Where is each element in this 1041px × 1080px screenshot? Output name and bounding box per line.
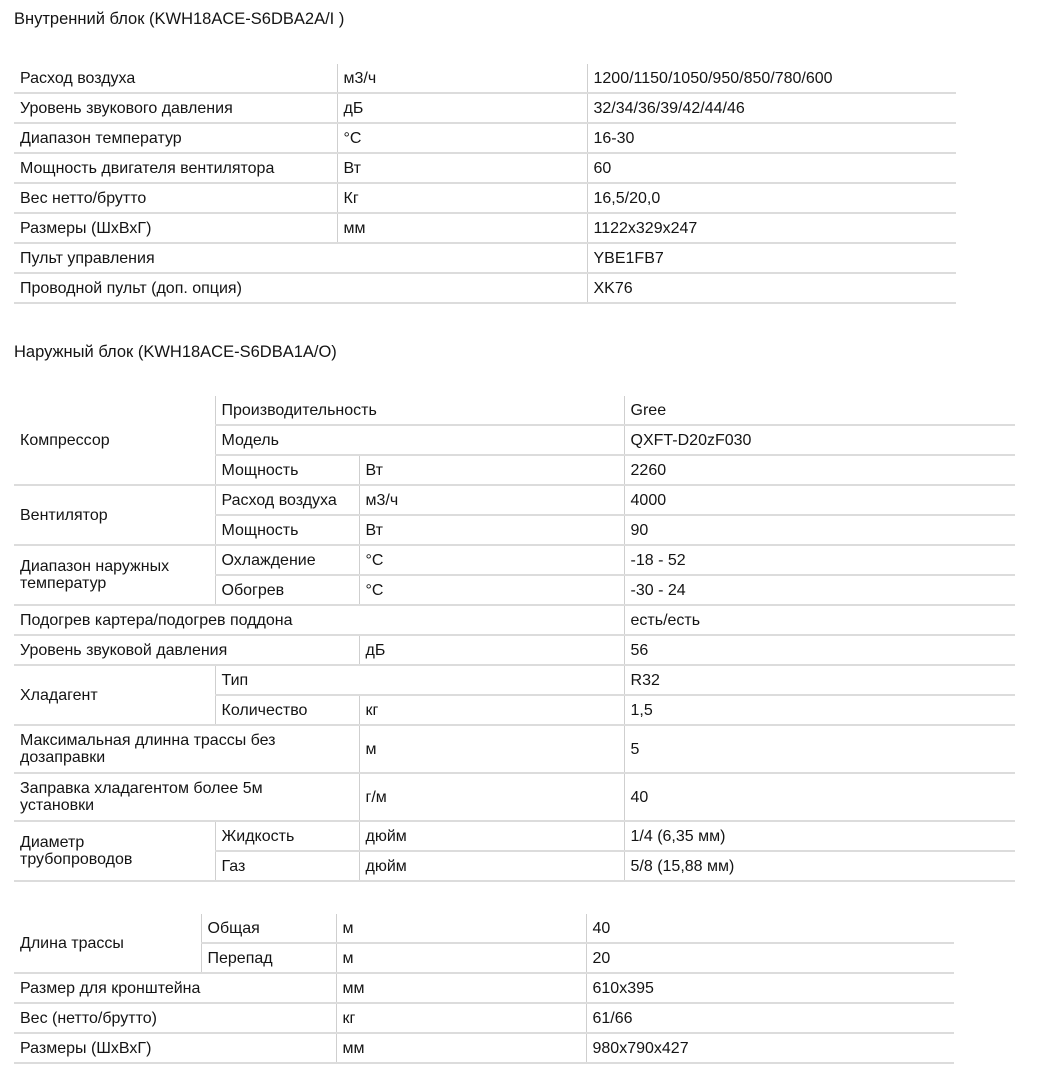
table-row — [14, 1003, 954, 1033]
spec-unit: мм — [336, 1033, 586, 1063]
group-label: Длина трассы — [14, 914, 201, 973]
table-row — [14, 213, 956, 243]
spec-unit: °C — [337, 123, 587, 153]
spec-label: Размер для кронштейна — [14, 973, 336, 1003]
spec-label: Проводной пульт (доп. опция) — [14, 273, 587, 303]
spec-value: 56 — [624, 635, 1015, 665]
spec-value: 1200/1150/1050/950/850/780/600 — [587, 64, 956, 93]
indoor-unit-title: Внутренний блок (KWH18ACE-S6DBA2A/I ) — [14, 10, 345, 28]
table-row — [14, 153, 956, 183]
spec-value: есть/есть — [624, 605, 1015, 635]
spec-value: 5 — [624, 725, 1015, 773]
spec-label: Газ — [215, 851, 359, 881]
spec-value: 16-30 — [587, 123, 956, 153]
spec-value: 61/66 — [586, 1003, 954, 1033]
spec-label: Уровень звукового давления — [14, 93, 337, 123]
spec-label: Тип — [215, 665, 624, 695]
spec-value: XK76 — [587, 273, 956, 303]
table-row — [14, 605, 1015, 635]
spec-unit: Вт — [337, 153, 587, 183]
table-row — [14, 635, 1015, 665]
spec-value: -18 - 52 — [624, 545, 1015, 575]
table-row — [14, 273, 956, 303]
spec-value: 32/34/36/39/42/44/46 — [587, 93, 956, 123]
spec-unit: дюйм — [359, 851, 624, 881]
spec-unit: м3/ч — [359, 485, 624, 515]
spec-value: 1/4 (6,35 мм) — [624, 821, 1015, 851]
spec-value: 4000 — [624, 485, 1015, 515]
spec-label: Подогрев картера/подогрев поддона — [14, 605, 624, 635]
spec-label: Расход воздуха — [14, 64, 337, 93]
spec-label: Пульт управления — [14, 243, 587, 273]
spec-label: Мощность — [215, 515, 359, 545]
spec-label: Жидкость — [215, 821, 359, 851]
spec-value: YBE1FB7 — [587, 243, 956, 273]
spec-label: Количество — [215, 695, 359, 725]
spec-unit: м — [359, 725, 624, 773]
spec-unit: кг — [336, 1003, 586, 1033]
group-label: Диапазон наружных температур — [14, 545, 215, 605]
spec-label: Уровень звуковой давления — [14, 635, 359, 665]
group-label: Вентилятор — [14, 485, 215, 545]
spec-value: 90 — [624, 515, 1015, 545]
spec-value: R32 — [624, 665, 1015, 695]
spec-label: Общая — [201, 914, 336, 943]
outdoor-unit-title: Наружный блок (KWH18ACE-S6DBA1A/O) — [14, 343, 337, 361]
spec-value: 40 — [624, 773, 1015, 821]
spec-label: Перепад — [201, 943, 336, 973]
spec-value: 610х395 — [586, 973, 954, 1003]
table-row — [14, 973, 954, 1003]
spec-value: 5/8 (15,88 мм) — [624, 851, 1015, 881]
spec-value: -30 - 24 — [624, 575, 1015, 605]
table-row — [14, 821, 1015, 851]
installation-specs-table — [14, 914, 954, 1064]
spec-unit: дБ — [359, 635, 624, 665]
spec-label: Мощность двигателя вентилятора — [14, 153, 337, 183]
group-label: Компрессор — [14, 396, 215, 485]
spec-unit: г/м — [359, 773, 624, 821]
table-row — [14, 725, 1015, 773]
table-row — [14, 123, 956, 153]
spec-value: QXFT-D20zF030 — [624, 425, 1015, 455]
table-row — [14, 396, 1015, 425]
spec-label: Максимальная длинна трассы без дозаправки — [14, 725, 359, 773]
table-row — [14, 914, 954, 943]
table-row — [14, 64, 956, 93]
spec-unit: Вт — [359, 455, 624, 485]
spec-label: Расход воздуха — [215, 485, 359, 515]
spec-value: 20 — [586, 943, 954, 973]
table-row — [14, 545, 1015, 575]
spec-unit: м — [336, 914, 586, 943]
spec-value: 16,5/20,0 — [587, 183, 956, 213]
group-label: Хладагент — [14, 665, 215, 725]
spec-unit: дюйм — [359, 821, 624, 851]
spec-value: 40 — [586, 914, 954, 943]
spec-unit: °C — [359, 545, 624, 575]
spec-label: Модель — [215, 425, 624, 455]
spec-unit: мм — [336, 973, 586, 1003]
table-row — [14, 1033, 954, 1063]
group-label: Диаметр трубопроводов — [14, 821, 215, 881]
spec-value: 1,5 — [624, 695, 1015, 725]
spec-unit: дБ — [337, 93, 587, 123]
spec-label: Обогрев — [215, 575, 359, 605]
spec-unit: м — [336, 943, 586, 973]
spec-unit: Кг — [337, 183, 587, 213]
spec-unit: Вт — [359, 515, 624, 545]
spec-label: Размеры (ШхВхГ) — [14, 1033, 336, 1063]
spec-label: Размеры (ШхВхГ) — [14, 213, 337, 243]
spec-label: Диапазон температур — [14, 123, 337, 153]
table-row — [14, 773, 1015, 821]
spec-value: 60 — [587, 153, 956, 183]
spec-label: Вес (нетто/брутто) — [14, 1003, 336, 1033]
table-row — [14, 665, 1015, 695]
spec-label: Заправка хладагентом более 5м установки — [14, 773, 359, 821]
table-row — [14, 93, 956, 123]
outdoor-specs-table — [14, 396, 1015, 882]
spec-value: Gree — [624, 396, 1015, 425]
spec-label: Охлаждение — [215, 545, 359, 575]
indoor-specs-table — [14, 64, 956, 304]
spec-label: Мощность — [215, 455, 359, 485]
spec-label: Вес нетто/брутто — [14, 183, 337, 213]
table-row — [14, 243, 956, 273]
spec-unit: °C — [359, 575, 624, 605]
spec-value: 1122х329х247 — [587, 213, 956, 243]
spec-label: Производительность — [215, 396, 624, 425]
table-row — [14, 485, 1015, 515]
spec-value: 2260 — [624, 455, 1015, 485]
spec-unit: мм — [337, 213, 587, 243]
spec-value: 980х790х427 — [586, 1033, 954, 1063]
spec-unit: кг — [359, 695, 624, 725]
spec-unit: м3/ч — [337, 64, 587, 93]
table-row — [14, 183, 956, 213]
